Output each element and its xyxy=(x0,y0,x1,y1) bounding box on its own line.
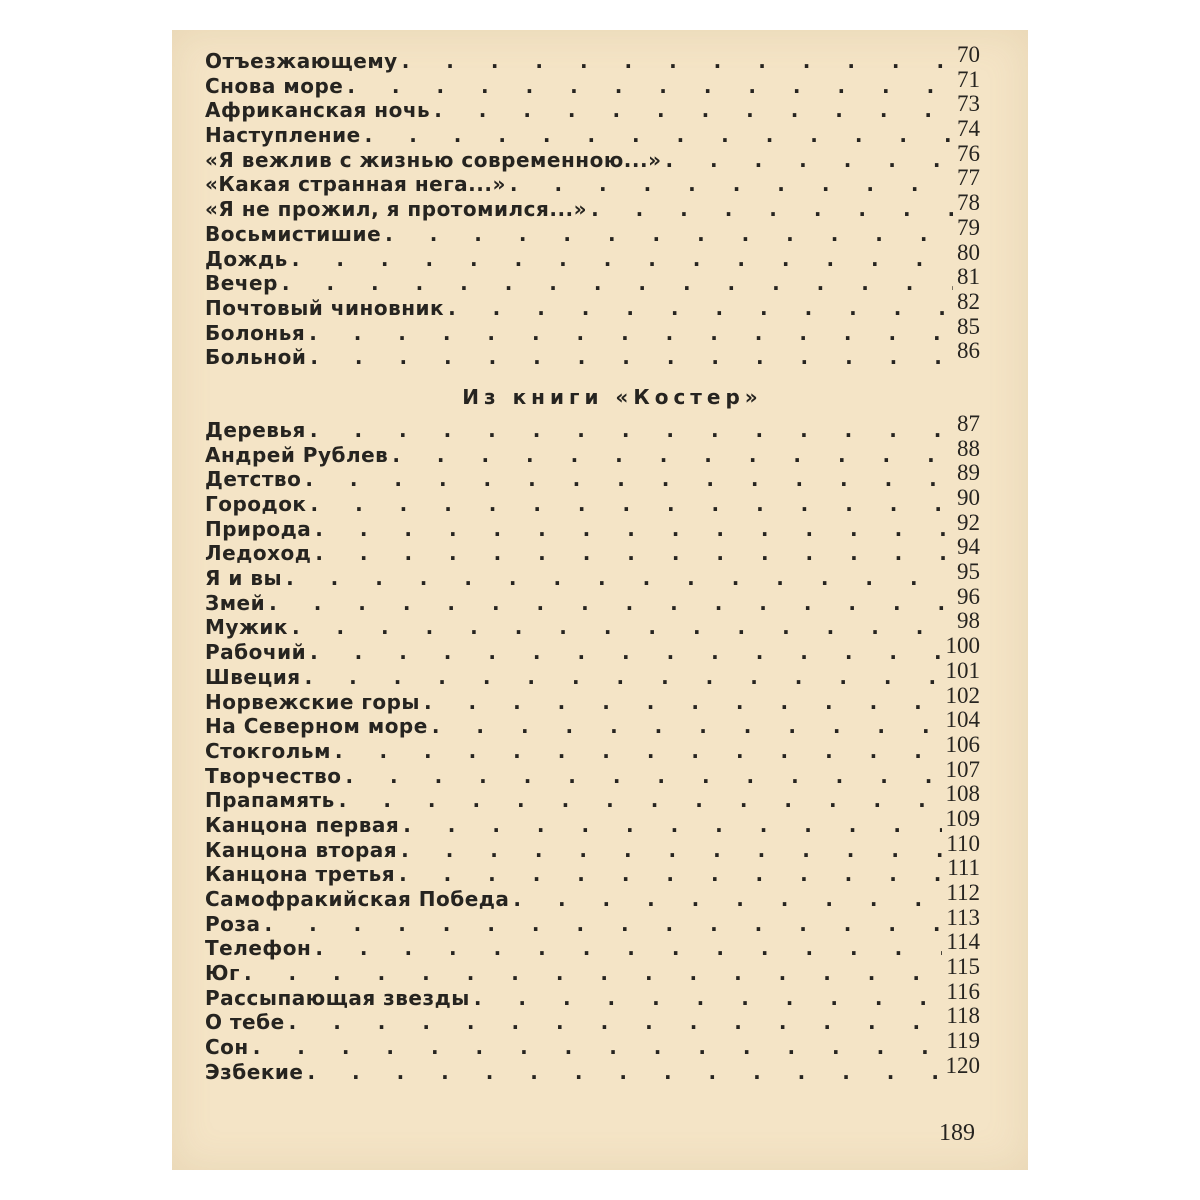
entry-title: Самофракийская Победа xyxy=(205,887,510,911)
entry-title: Телефон xyxy=(205,936,312,961)
dot-leader xyxy=(305,665,942,689)
toc-entry xyxy=(205,756,980,788)
dot-leader xyxy=(365,123,953,147)
entry-title: Ледоход xyxy=(205,541,312,566)
entry-title: «Какая странная нега...» xyxy=(205,172,506,197)
entry-title: Почтовый чиновник xyxy=(205,295,445,320)
toc-entry xyxy=(205,1028,980,1060)
dot-leader xyxy=(244,961,942,985)
entry-page-number: 110 xyxy=(946,830,980,856)
toc-entry xyxy=(205,855,980,887)
dot-leader xyxy=(347,74,953,98)
entry-page-number: 73 xyxy=(957,91,980,117)
dot-leader xyxy=(403,813,941,837)
entry-page-number: 115 xyxy=(946,954,980,980)
dot-leader xyxy=(292,247,953,271)
entry-title: Природа xyxy=(205,516,312,541)
entry-title: О тебе xyxy=(205,1010,285,1035)
entry-page-number: 86 xyxy=(957,338,980,364)
entry-title: Дождь xyxy=(205,246,288,271)
entry-page-number: 113 xyxy=(946,904,980,930)
dot-leader xyxy=(432,714,942,738)
toc-entry xyxy=(205,338,980,370)
entry-title: Стокгольм xyxy=(205,738,331,763)
toc-entry xyxy=(205,682,980,714)
toc-entry xyxy=(205,116,980,148)
entry-page-number: 114 xyxy=(946,929,980,955)
entry-page-number: 77 xyxy=(957,165,980,191)
entry-page-number: 101 xyxy=(945,657,980,683)
dot-leader xyxy=(399,862,943,886)
entry-title: Прапамять xyxy=(205,788,335,813)
entry-title: Канцона третья xyxy=(205,862,396,887)
toc-entry xyxy=(205,978,980,1010)
toc-entry xyxy=(205,313,980,345)
entry-title: Швеция xyxy=(205,664,301,689)
entry-title: Эзбекие xyxy=(205,1059,304,1084)
entry-page-number: 79 xyxy=(957,214,980,240)
entry-title: Рабочий xyxy=(205,640,307,665)
entry-title: Снова море xyxy=(205,73,344,98)
section-heading: Из книги «Костер» xyxy=(462,384,763,409)
entry-page-number: 88 xyxy=(957,435,980,461)
entry-page-number: 106 xyxy=(945,731,980,757)
toc-entry xyxy=(205,190,980,222)
toc-entry xyxy=(205,904,980,936)
entry-page-number: 95 xyxy=(957,559,980,585)
dot-leader xyxy=(385,222,953,246)
entry-title: Роза xyxy=(205,911,261,936)
entry-title: Наступление xyxy=(205,123,361,148)
toc-entry xyxy=(205,288,980,320)
toc-entry xyxy=(205,608,980,640)
toc-entry xyxy=(205,559,980,591)
toc-entry xyxy=(205,805,980,837)
entry-page-number: 100 xyxy=(945,633,980,659)
entry-title: Больной xyxy=(205,345,307,370)
dot-leader xyxy=(310,345,953,369)
entry-page-number: 120 xyxy=(945,1052,980,1078)
toc-entry xyxy=(205,460,980,492)
toc-entry xyxy=(205,214,980,246)
toc-entry xyxy=(205,1003,980,1035)
dot-leader xyxy=(513,887,942,911)
page-number: 189 xyxy=(939,1120,975,1146)
entry-title: Андрей Рублев xyxy=(205,442,389,467)
toc-entry xyxy=(205,140,980,172)
toc-group-2 xyxy=(205,410,980,1084)
toc-entry xyxy=(205,954,980,986)
entry-page-number: 78 xyxy=(957,190,980,216)
entry-title: Юг xyxy=(205,961,240,986)
entry-page-number: 81 xyxy=(957,264,980,290)
toc-entry xyxy=(205,165,980,197)
entry-title: Норвежские горы xyxy=(205,689,420,714)
dot-leader xyxy=(434,98,953,122)
dot-leader xyxy=(339,788,942,812)
entry-page-number: 107 xyxy=(945,756,980,782)
entry-title: Мужик xyxy=(205,615,288,640)
entry-page-number: 109 xyxy=(945,805,980,831)
entry-page-number: 90 xyxy=(957,485,980,510)
toc-entry xyxy=(205,1052,980,1084)
entry-title: Детство xyxy=(205,467,302,492)
dot-leader xyxy=(591,197,953,221)
toc-entry xyxy=(205,731,980,763)
entry-title: «Я вежлив с жизнью современною...» xyxy=(205,147,662,172)
toc-entry xyxy=(205,410,980,442)
table-of-contents xyxy=(205,42,980,1084)
dot-leader xyxy=(315,936,942,960)
dot-leader xyxy=(335,739,942,763)
toc-entry xyxy=(205,830,980,862)
dot-leader xyxy=(315,541,953,565)
dot-leader xyxy=(310,418,953,442)
dot-leader xyxy=(307,1060,941,1084)
toc-entry xyxy=(205,485,980,516)
entry-title: Я и вы xyxy=(205,566,283,591)
dot-leader xyxy=(346,764,942,788)
entry-page-number: 108 xyxy=(945,781,980,807)
dot-leader xyxy=(282,271,953,295)
dot-leader xyxy=(510,172,953,196)
dot-leader xyxy=(310,640,941,664)
entry-page-number: 70 xyxy=(957,42,980,67)
entry-page-number: 85 xyxy=(957,313,980,339)
entry-title: Творчество xyxy=(205,763,342,788)
toc-entry xyxy=(205,534,980,566)
toc-entry xyxy=(205,91,980,123)
entry-title: Деревья xyxy=(205,417,306,442)
entry-title: Рассыпающая звезды xyxy=(205,985,470,1010)
entry-page-number: 116 xyxy=(946,978,980,1004)
entry-title: Отъезжающему xyxy=(205,49,398,73)
dot-leader xyxy=(448,296,953,320)
toc-entry xyxy=(205,929,980,961)
toc-entry xyxy=(205,66,980,98)
entry-page-number: 102 xyxy=(945,682,980,708)
entry-title: «Я не прожил, я протомился...» xyxy=(205,197,588,222)
dot-leader xyxy=(289,1010,943,1034)
dot-leader xyxy=(311,492,953,516)
entry-title: Восьмистишие xyxy=(205,221,382,246)
entry-page-number: 71 xyxy=(957,66,980,92)
toc-entry xyxy=(205,633,980,665)
entry-page-number: 94 xyxy=(957,534,980,560)
entry-page-number: 119 xyxy=(946,1028,980,1054)
entry-page-number: 96 xyxy=(957,583,980,609)
entry-page-number: 98 xyxy=(957,608,980,634)
book-page xyxy=(172,30,1028,1170)
entry-title: Африканская ночь xyxy=(205,98,431,123)
dot-leader xyxy=(666,148,954,172)
toc-entry xyxy=(205,657,980,689)
dot-leader xyxy=(401,838,942,862)
dot-leader xyxy=(392,443,953,467)
dot-leader xyxy=(265,912,943,936)
dot-leader xyxy=(424,690,942,714)
dot-leader xyxy=(474,986,943,1010)
dot-leader xyxy=(315,517,953,541)
dot-leader xyxy=(253,1035,943,1059)
dot-leader xyxy=(309,321,953,345)
toc-entry xyxy=(205,264,980,296)
toc-entry xyxy=(205,880,980,911)
toc-entry xyxy=(205,509,980,541)
entry-title: Канцона первая xyxy=(205,812,400,837)
entry-title: На Северном море xyxy=(205,714,428,739)
entry-page-number: 92 xyxy=(957,509,980,535)
entry-page-number: 74 xyxy=(957,116,980,142)
entry-page-number: 111 xyxy=(947,855,980,881)
entry-page-number: 80 xyxy=(957,239,980,265)
entry-page-number: 87 xyxy=(957,410,980,436)
toc-entry xyxy=(205,707,980,739)
entry-page-number: 76 xyxy=(957,140,980,166)
dot-leader xyxy=(269,591,953,615)
entry-page-number: 112 xyxy=(946,880,980,905)
toc-entry xyxy=(205,435,980,467)
entry-title: Змей xyxy=(205,590,266,615)
entry-title: Вечер xyxy=(205,271,278,296)
dot-leader xyxy=(292,615,953,639)
toc-entry xyxy=(205,781,980,813)
toc-entry xyxy=(205,42,980,73)
toc-entry xyxy=(205,583,980,615)
dot-leader xyxy=(286,566,953,590)
toc-group-1 xyxy=(205,42,980,370)
entry-page-number: 118 xyxy=(946,1003,980,1029)
entry-page-number: 82 xyxy=(957,288,980,314)
entry-title: Канцона вторая xyxy=(205,837,398,862)
dot-leader xyxy=(305,467,953,491)
entry-title: Городок xyxy=(205,492,307,516)
toc-entry xyxy=(205,239,980,271)
entry-title: Болонья xyxy=(205,320,306,345)
entry-page-number: 89 xyxy=(957,460,980,486)
entry-page-number: 104 xyxy=(945,707,980,733)
dot-leader xyxy=(402,49,953,73)
entry-title: Сон xyxy=(205,1035,249,1060)
